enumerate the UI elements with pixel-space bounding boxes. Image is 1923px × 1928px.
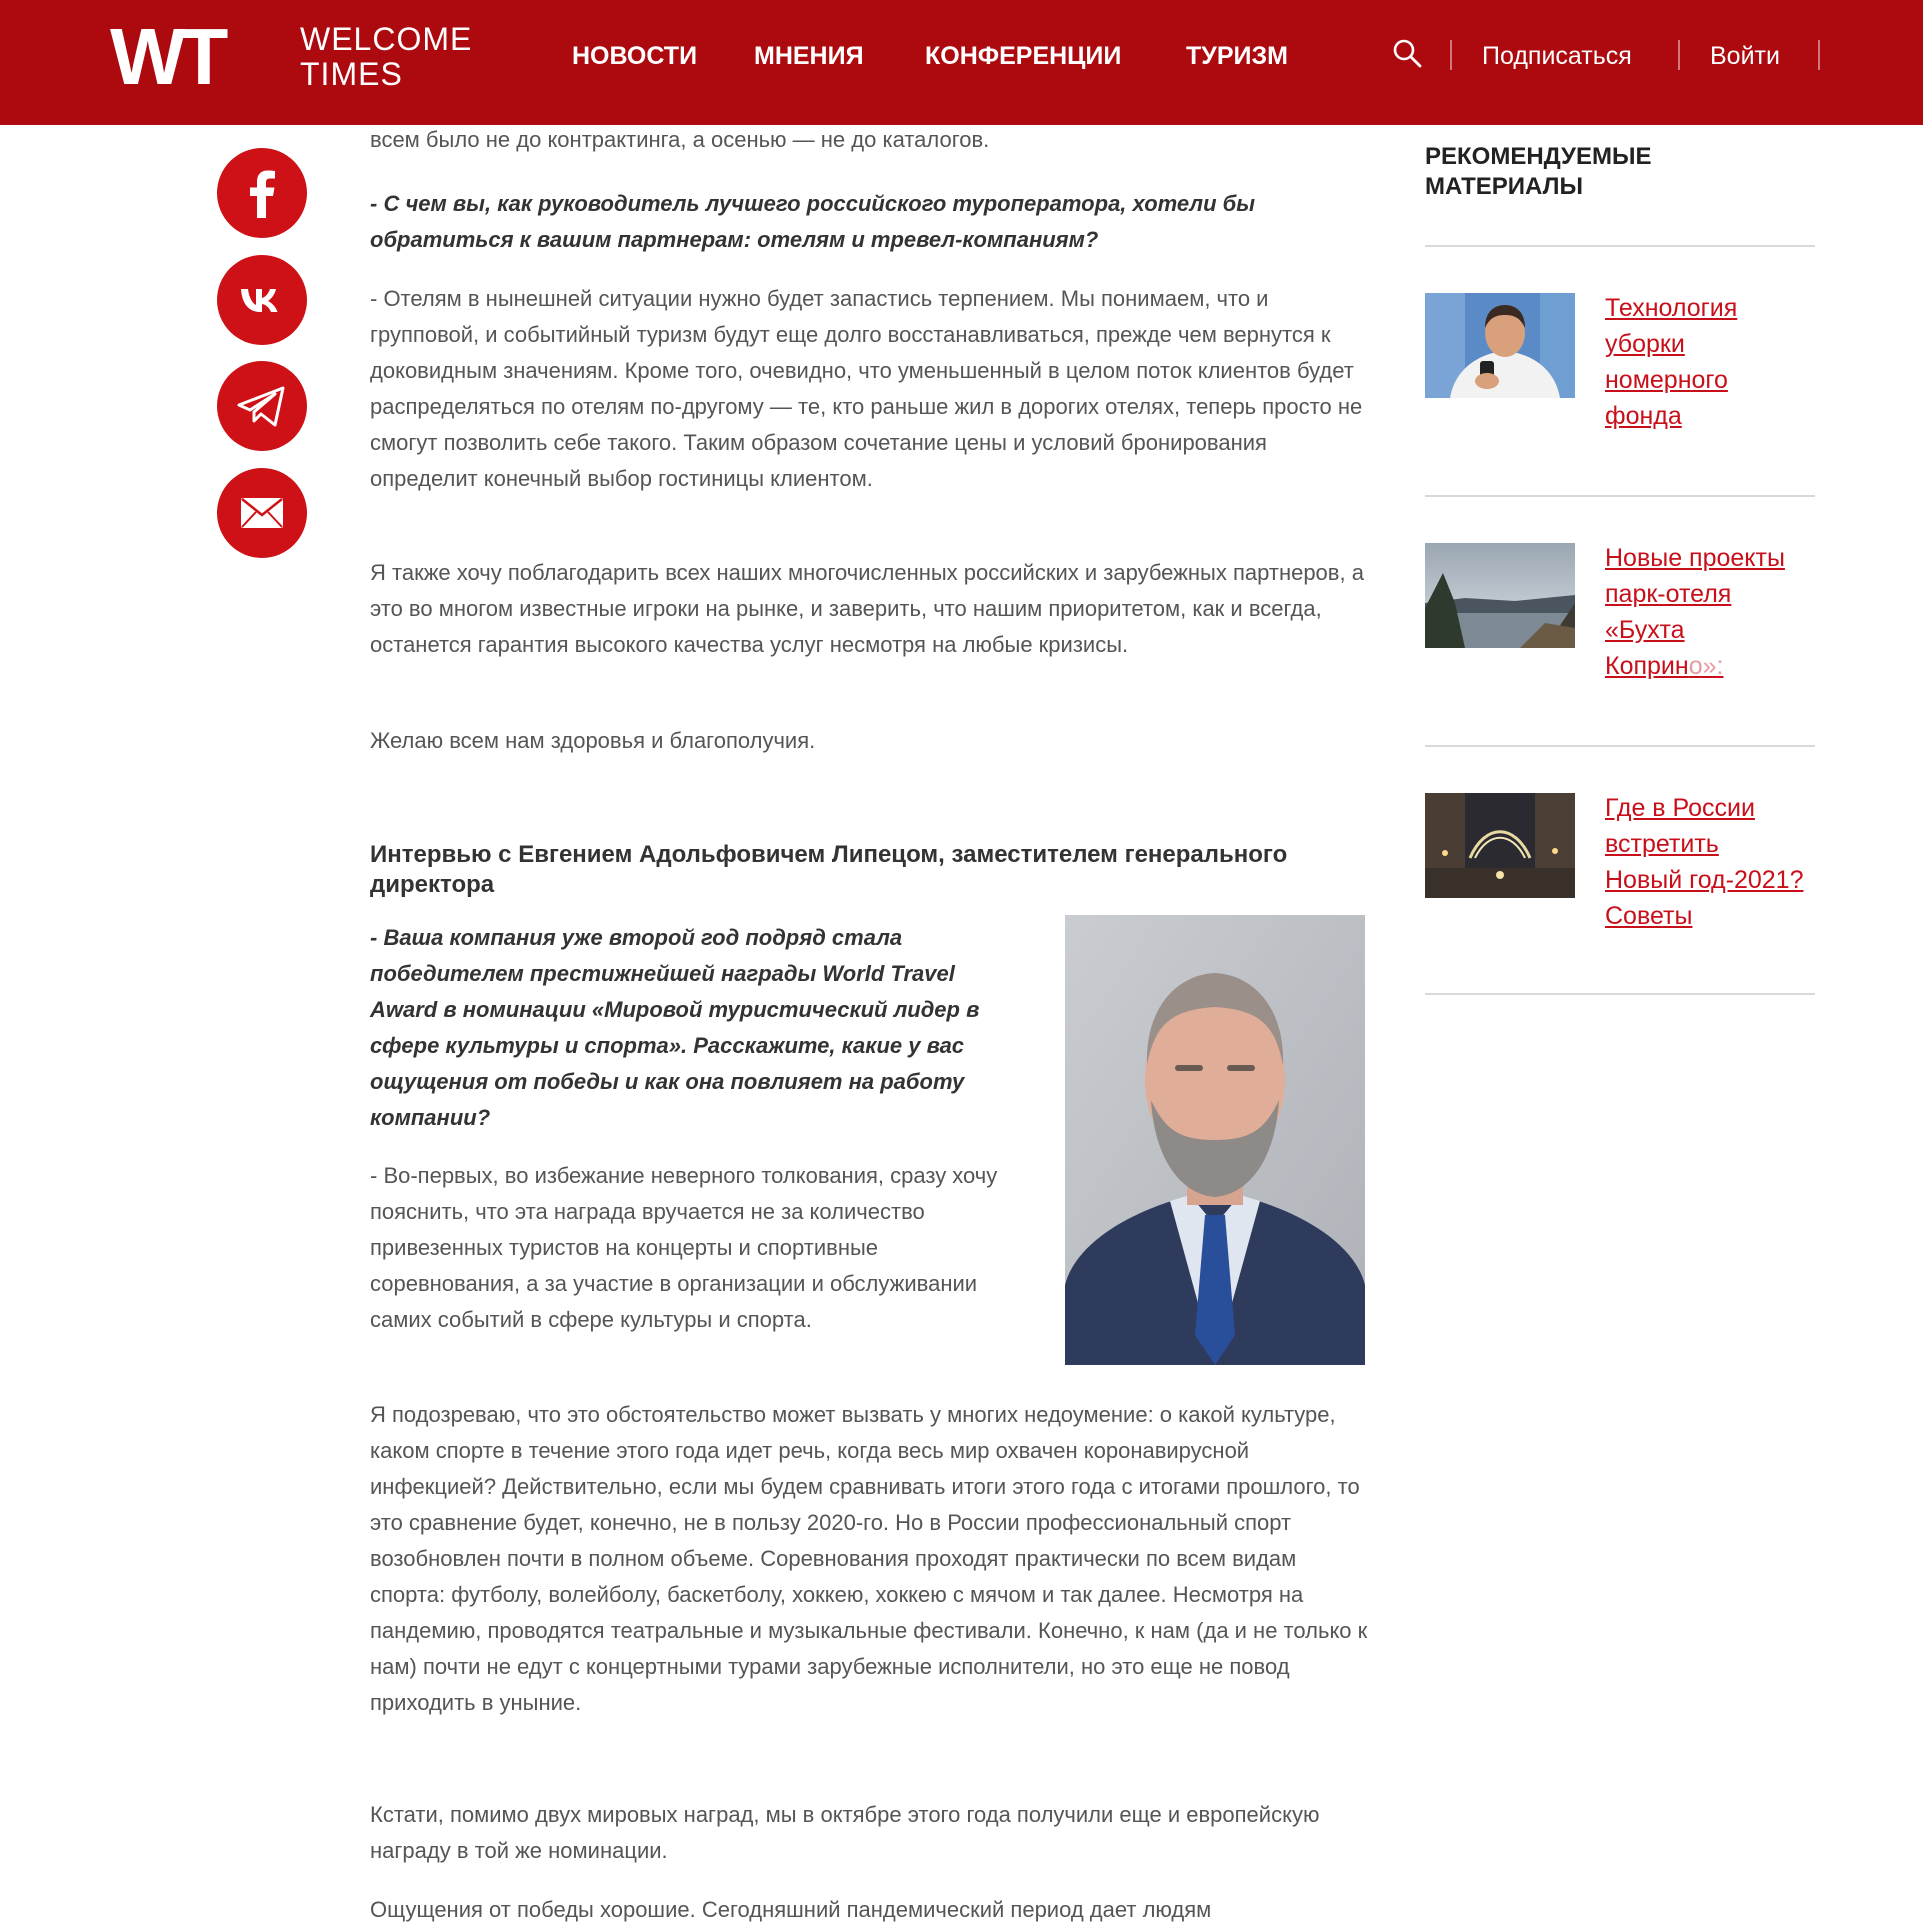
site-logo[interactable]	[110, 22, 480, 92]
interview-question: - С чем вы, как руководитель лучшего российского туроператора, хотели бы обратиться к вашим партнерам: отелям и тревел-компаниям?	[370, 191, 1256, 252]
sidebar-divider	[1425, 745, 1815, 747]
facebook-icon	[217, 148, 307, 238]
svg-text:WT: WT	[110, 22, 223, 92]
link-line: встретить	[1605, 830, 1719, 858]
article-paragraph: Кстати, помимо двух мировых наград, мы в октябре этого года получили еще и европейскую награду в той же номинации.	[370, 1802, 1320, 1863]
link-line: уборки	[1605, 330, 1685, 358]
recommended-link[interactable]	[1605, 790, 1820, 934]
article-paragraph: всем было не до контрактинга, а осенью — не до каталогов.	[370, 127, 990, 152]
sidebar-title	[1425, 142, 1652, 202]
sidebar-title-line: МАТЕРИАЛЫ	[1425, 173, 1584, 200]
telegram-icon	[217, 361, 307, 451]
link-line: «Бухта	[1605, 616, 1685, 644]
email-icon	[217, 468, 307, 558]
share-email-button[interactable]	[217, 468, 307, 558]
link-line	[1605, 648, 1820, 684]
share-vk-button[interactable]	[217, 255, 307, 345]
logo-wordmark	[300, 22, 472, 92]
subscribe-link[interactable]: Подписаться	[1482, 42, 1632, 70]
nav-tourism[interactable]: ТУРИЗМ	[1186, 42, 1288, 70]
recommended-thumbnail[interactable]	[1425, 543, 1575, 648]
link-line: Где в России	[1605, 794, 1755, 822]
interview-heading: Интервью с Евгением Адольфовичем Липецом, заместителем генерального директора	[370, 841, 1288, 898]
share-facebook-button[interactable]	[217, 148, 307, 238]
sidebar-divider	[1425, 245, 1815, 247]
link-line: парк-отеля	[1605, 580, 1732, 608]
wt-logo-mark	[110, 22, 295, 92]
recommended-thumbnail[interactable]	[1425, 793, 1575, 898]
nav-conferences[interactable]: КОНФЕРЕНЦИИ	[925, 42, 1122, 70]
vk-icon	[217, 255, 307, 345]
header-divider	[1450, 40, 1452, 70]
link-text: Коприн	[1605, 652, 1689, 680]
header-divider	[1818, 40, 1820, 70]
logo-line-2: TIMES	[300, 56, 403, 92]
link-line: номерного	[1605, 366, 1728, 394]
nav-opinions[interactable]: МНЕНИЯ	[754, 42, 864, 70]
recommended-thumbnail[interactable]	[1425, 293, 1575, 398]
article-paragraph: Я подозреваю, что это обстоятельство может вызвать у многих недоумение: о какой культуре, каком спорте в течение этого года идет речь, когда весь мир охвачен коронавирусной инфекцией? Действительно, если мы будем сравнивать итоги этого года с итогами прошлого, то это сравнение будет, конечно, не в пользу 2020-го. Но в России профессиональный спорт возобновлен почти в полном объеме. Соревнования проходят практически по всем видам спорта: футболу, волейболу, баскетболу, хоккею, хоккею с мячом и так далее. Несмотря на пандемию, проводятся театральные и музыкальные фестивали. Конечно, к нам (да и не только к нам) почти не едут с концертными турами зарубежные исполнители, но это еще не повод приходить в уныние.	[370, 1402, 1368, 1715]
link-line: Технология	[1605, 294, 1738, 322]
sidebar-divider	[1425, 993, 1815, 995]
logo-line-1: WELCOME	[300, 21, 473, 57]
article-paragraph: Желаю всем нам здоровья и благополучия.	[370, 728, 816, 753]
search-icon[interactable]	[1392, 38, 1422, 68]
link-line: Советы	[1605, 902, 1693, 930]
nav-news[interactable]: НОВОСТИ	[572, 42, 698, 70]
share-telegram-button[interactable]	[217, 361, 307, 451]
sidebar-divider	[1425, 495, 1815, 497]
header-divider	[1678, 40, 1680, 70]
recommended-link[interactable]	[1605, 290, 1820, 434]
article-paragraph: - Во-первых, во избежание неверного толкования, сразу хочу пояснить, что эта награда вручается не за количество привезенных туристов на концерты и спортивные соревнования, а за участие в организации и обслуживании самих событий в сфере культуры и спорта.	[370, 1163, 998, 1332]
article-paragraph: - Отелям в нынешней ситуации нужно будет запастись терпением. Мы понимаем, что и групповой, и событийный туризм будут еще долго восстанавливаться, прежде чем вернутся к доковидным значениям. Кроме того, очевидно, что уменьшенный в целом поток клиентов будет распределяться по отелям по-другому — те, кто раньше жил в дорогих отелях, теперь просто не смогут позволить себе такого. Таким образом сочетание цены и условий бронирования определит конечный выбор гостиницы клиентом.	[370, 286, 1363, 491]
interview-question: - Ваша компания уже второй год подряд стала победителем престижнейшей награды World Travel Award в номинации «Мировой туристический лидер в сфере культуры и спорта». Расскажите, какие у вас ощущения от победы и как она повлияет на работу компании?	[370, 925, 980, 1130]
article-paragraph: Я также хочу поблагодарить всех наших многочисленных российских и зарубежных партнеров, а это во многом известные игроки на рынке, и заверить, что нашим приоритетом, как и всегда, останется гарантия высокого качества услуг несмотря на любые кризисы.	[370, 560, 1364, 657]
site-header	[0, 0, 1923, 125]
link-line: Новые проекты	[1605, 544, 1785, 572]
login-link[interactable]: Войти	[1710, 42, 1780, 70]
sidebar-title-line: РЕКОМЕНДУЕМЫЕ	[1425, 143, 1652, 170]
recommended-link[interactable]	[1605, 540, 1820, 684]
interviewee-portrait	[1065, 915, 1365, 1365]
link-line: фонда	[1605, 402, 1682, 430]
link-line: Новый год-2021?	[1605, 866, 1804, 894]
link-text-faded: о»:	[1688, 652, 1724, 680]
article-paragraph: Ощущения от победы хорошие. Сегодняшний пандемический период дает людям	[370, 1897, 1212, 1922]
